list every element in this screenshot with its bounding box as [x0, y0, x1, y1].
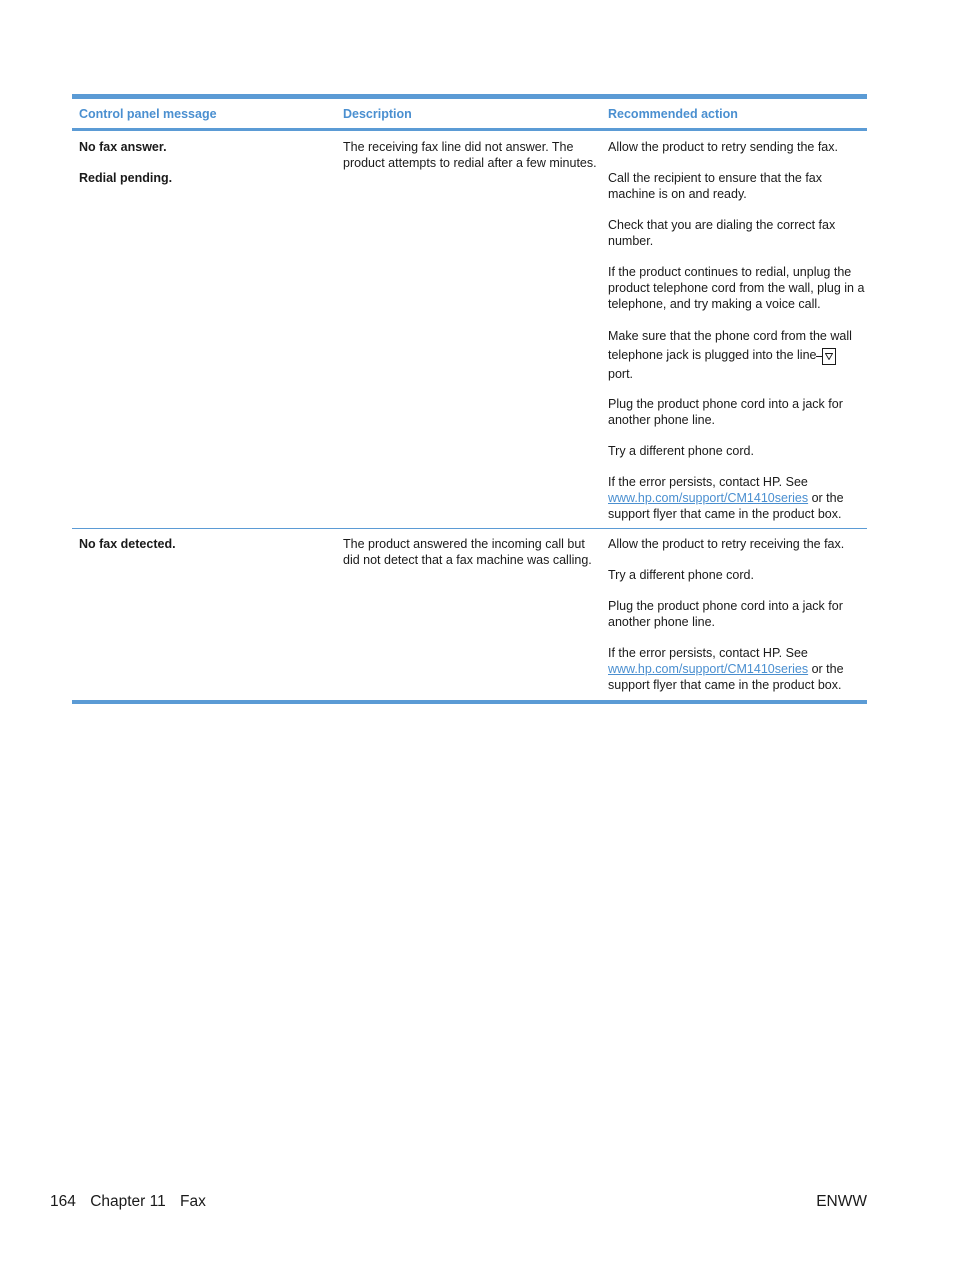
contact-hp-prefix: If the error persists, contact HP. See: [608, 475, 808, 489]
action-item: If the product continues to redial, unplug the product telephone cord from the wall, plug in a telephone, and try making a voice call.: [608, 265, 865, 311]
action-item: Plug the product phone cord into a jack for another phone line.: [608, 397, 843, 427]
action-item: Call the recipient to ensure that the fax machine is on and ready.: [608, 171, 823, 201]
table-row-no-fax-answer: [72, 131, 867, 528]
header-description: Description: [343, 106, 412, 121]
locale-code: ENWW: [816, 1193, 867, 1210]
error-message-table: [72, 94, 867, 704]
action-item: Plug the product phone cord into a jack for another phone line.: [608, 599, 843, 629]
description-text: The receiving fax line did not answer. The product attempts to redial after a few minutes.: [343, 140, 597, 170]
action-item-contact-hp: [608, 645, 867, 693]
action-cell: [602, 536, 867, 693]
header-recommended-action: Recommended action: [608, 106, 738, 121]
message-cell: [72, 536, 337, 693]
action-item: Check that you are dialing the correct fax number.: [608, 218, 836, 248]
message-no-fax-answer: No fax answer.: [79, 140, 167, 154]
contact-hp-suffix: or the support flyer that came in the product box.: [608, 491, 844, 521]
chapter-label: Chapter 11: [90, 1193, 166, 1210]
message-no-fax-detected: No fax detected.: [79, 537, 176, 551]
hp-support-link[interactable]: www.hp.com/support/CM1410series: [608, 662, 809, 676]
action-port-suffix: port.: [608, 367, 634, 381]
page-number: 164: [50, 1193, 76, 1210]
action-cell: [602, 139, 867, 522]
header-control-panel-message: Control panel message: [79, 106, 217, 121]
hp-support-link[interactable]: www.hp.com/support/CM1410series: [608, 491, 809, 505]
action-item: Try a different phone cord.: [608, 444, 754, 458]
action-line-port-text: Make sure that the phone cord from the wall telephone jack is plugged into the line: [608, 329, 852, 362]
section-label: Fax: [180, 1193, 206, 1210]
description-cell: [337, 536, 602, 693]
table-row-no-fax-detected: [72, 528, 867, 700]
action-item-line-port: [608, 327, 867, 384]
contact-hp-prefix: If the error persists, contact HP. See: [608, 646, 808, 660]
contact-hp-suffix: or the support flyer that came in the product box.: [608, 662, 844, 692]
action-item: Try a different phone cord.: [608, 568, 754, 582]
line-port-icon: [822, 348, 836, 365]
table-header: [72, 99, 867, 131]
page-footer: [50, 1193, 867, 1211]
description-cell: [337, 139, 602, 522]
message-redial-pending: Redial pending.: [79, 171, 173, 185]
action-item: Allow the product to retry sending the fax.: [608, 140, 838, 154]
action-item: Allow the product to retry receiving the fax.: [608, 537, 845, 551]
action-item-contact-hp: [608, 474, 867, 522]
description-text: The product answered the incoming call but did not detect that a fax machine was calling.: [343, 537, 592, 567]
message-cell: [72, 139, 337, 522]
footer-left: [50, 1193, 216, 1211]
